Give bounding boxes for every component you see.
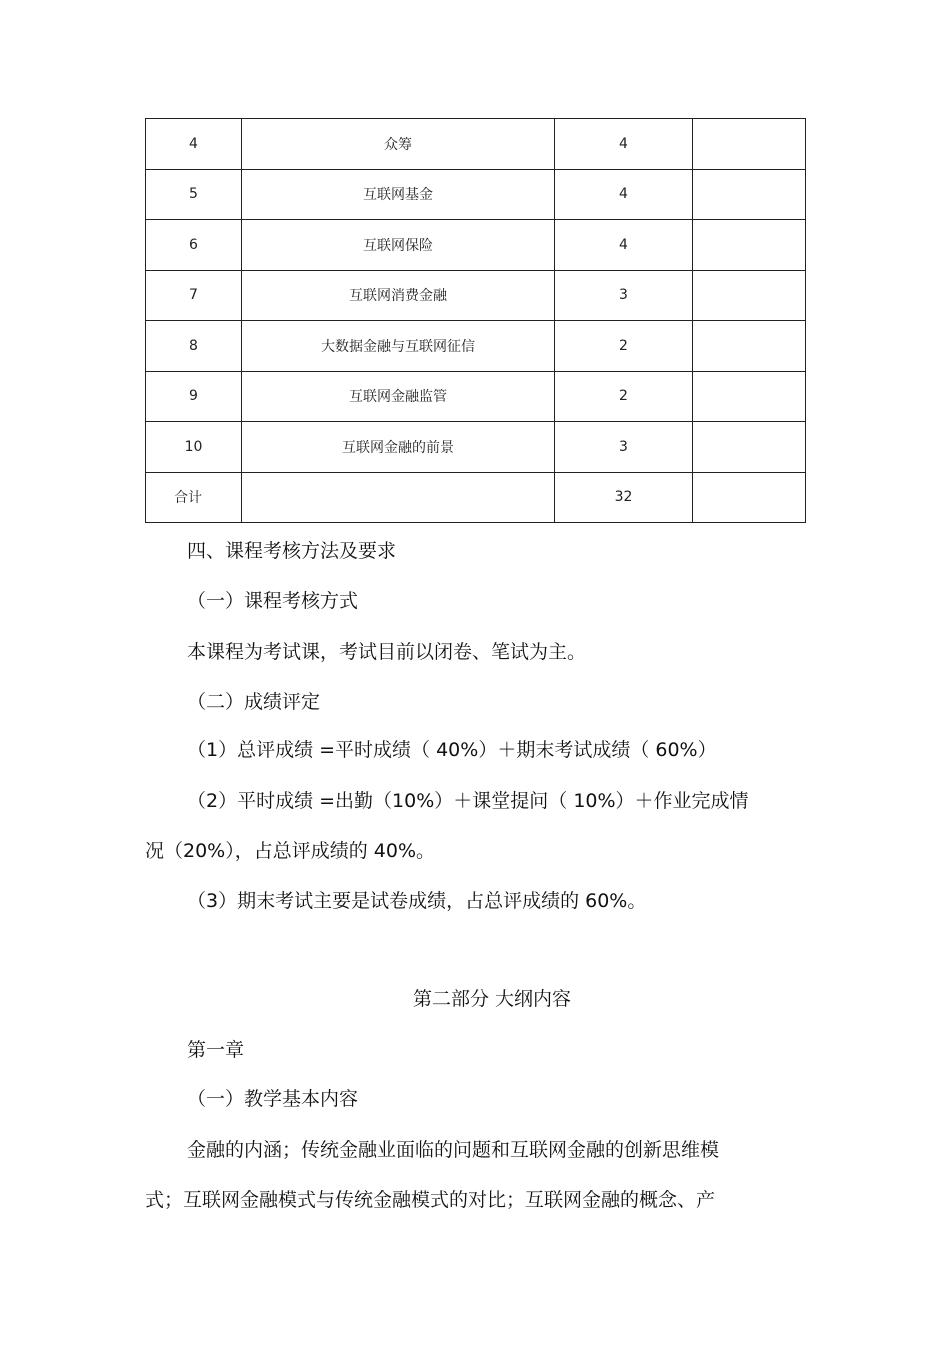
note-cell: [693, 270, 806, 321]
row-number-cell: 9: [146, 371, 242, 422]
note-cell: [693, 119, 806, 170]
topic-cell: 互联网基金: [242, 169, 555, 220]
note-cell: [693, 220, 806, 271]
hours-cell: 2: [555, 371, 693, 422]
hours-cell: 4: [555, 119, 693, 170]
grading-item-1: （1）总评成绩 =平时成绩（ 40%）＋期末考试成绩（ 60%）: [187, 739, 717, 761]
note-cell: [693, 321, 806, 372]
grading-item-2-line-2: 况（20%），占总评成绩的 40%。: [145, 840, 436, 862]
grading-item-3: （3）期末考试主要是试卷成绩，占总评成绩的 60%。: [187, 890, 647, 912]
hours-cell: 4: [555, 169, 693, 220]
row-number-cell: 5: [146, 169, 242, 220]
row-number-cell: 7: [146, 270, 242, 321]
hours-cell: 2: [555, 321, 693, 372]
row-number-cell: 10: [146, 422, 242, 473]
total-topic-cell: [242, 472, 555, 523]
table-row: [146, 321, 806, 372]
row-number-cell: 8: [146, 321, 242, 372]
topic-cell: 互联网金融监管: [242, 371, 555, 422]
paragraph-assessment-method: 本课程为考试课，考试目前以闭卷、笔试为主。: [187, 641, 587, 663]
table-row: [146, 270, 806, 321]
subheading-basic-content: （一）教学基本内容: [187, 1088, 359, 1110]
total-note-cell: [693, 472, 806, 523]
total-label-cell: 合计: [146, 472, 242, 523]
subheading-assessment-method: （一）课程考核方式: [187, 590, 359, 612]
subheading-grading: （二）成绩评定: [187, 691, 321, 713]
section-heading-assessment: 四、课程考核方法及要求: [187, 540, 397, 562]
topic-cell: 互联网消费金融: [242, 270, 555, 321]
hours-cell: 4: [555, 220, 693, 271]
topic-cell: 互联网金融的前景: [242, 422, 555, 473]
hours-cell: 3: [555, 270, 693, 321]
topic-cell: 大数据金融与互联网征信: [242, 321, 555, 372]
course-hours-table: [145, 118, 806, 523]
note-cell: [693, 422, 806, 473]
table-row: [146, 169, 806, 220]
content-paragraph-line-2: 式；互联网金融模式与传统金融模式的对比；互联网金融的概念、产: [145, 1189, 716, 1211]
note-cell: [693, 169, 806, 220]
topic-cell: 众筹: [242, 119, 555, 170]
hours-cell: 3: [555, 422, 693, 473]
content-paragraph-line-1: 金融的内涵；传统金融业面临的问题和互联网金融的创新思维模: [187, 1139, 720, 1161]
row-number-cell: 4: [146, 119, 242, 170]
table-row: [146, 422, 806, 473]
table-row: [146, 220, 806, 271]
total-hours-cell: 32: [555, 472, 693, 523]
part-heading: 第二部分 大纲内容: [413, 988, 572, 1010]
table-row: [146, 371, 806, 422]
row-number-cell: 6: [146, 220, 242, 271]
note-cell: [693, 371, 806, 422]
grading-item-2-line-1: （2）平时成绩 =出勤（10%）＋课堂提问（ 10%）＋作业完成情: [187, 790, 749, 812]
total-row: [146, 472, 806, 523]
chapter-heading: 第一章: [187, 1039, 245, 1061]
topic-cell: 互联网保险: [242, 220, 555, 271]
table-row: [146, 119, 806, 170]
